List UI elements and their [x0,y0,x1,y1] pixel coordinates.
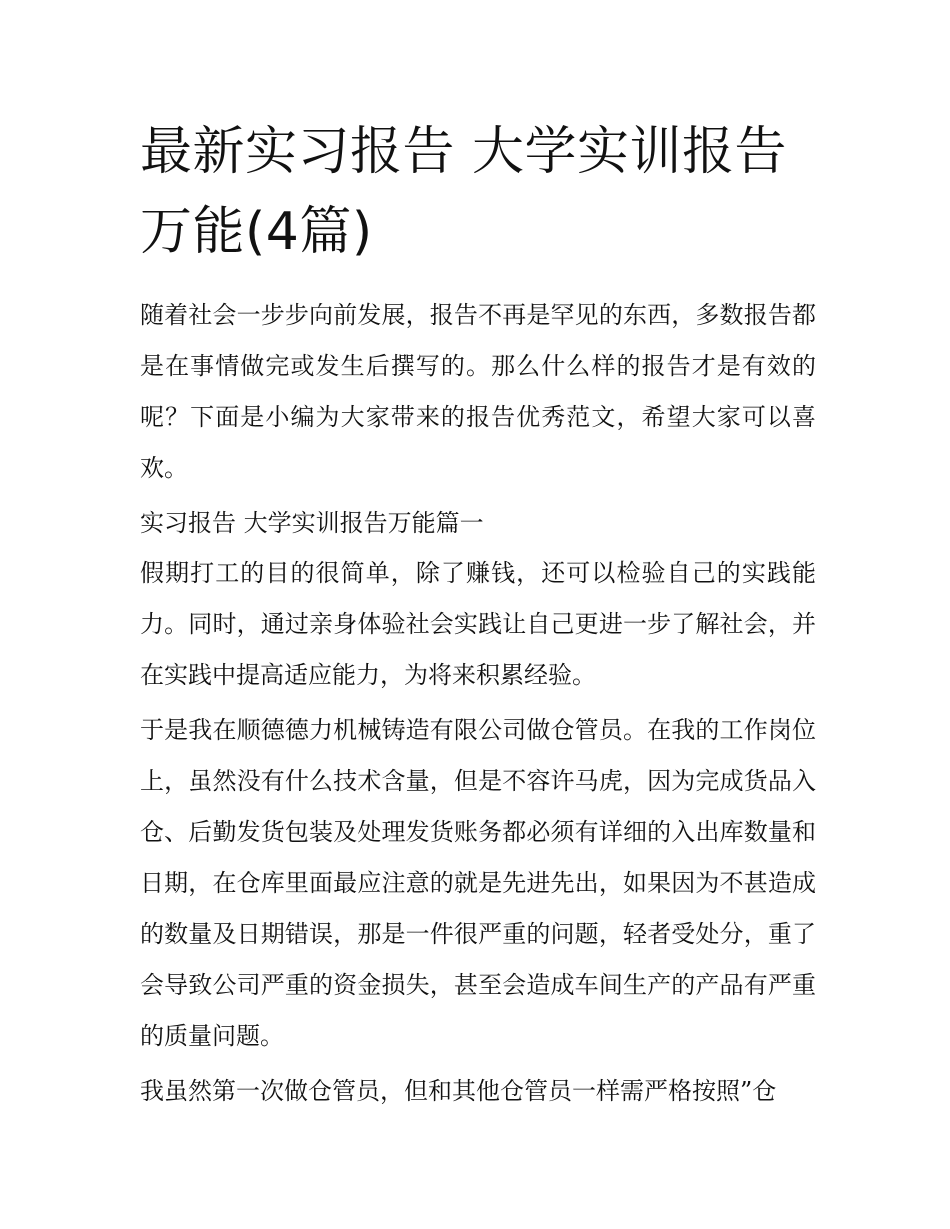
document-title: 最新实习报告 大学实训报告万能(4篇) [140,122,788,262]
body-paragraph-1: 假期打工的目的很简单，除了赚钱，还可以检验自己的实践能力。同时，通过亲身体验社会实践让自己更进一步了解社会，并在实践中提高适应能力，为将来积累经验。 [140,559,816,689]
body-paragraph-2: 于是我在顺德德力机械铸造有限公司做仓管员。在我的工作岗位上，虽然没有什么技术含量，但是不容许马虎，因为完成货品入仓、后勤发货包装及处理发货账务都必须有详细的入出库数量和日期，在仓库里面最应注意的就是先进先出，如果因为不甚造成的数量及日期错误，那是一件很严重的问题，轻者受处分，重了会导致公司严重的资金损失，甚至会造成车间生产的产品有严重的质量问题。 [140,716,816,1050]
section-heading: 实习报告 大学实训报告万能篇一 [140,509,484,537]
intro-paragraph: 随着社会一步步向前发展，报告不再是罕见的东西，多数报告都是在事情做完或发生后撰写的。那么什么样的报告才是有效的呢？下面是小编为大家带来的报告优秀范文，希望大家可以喜欢。 [140,301,816,482]
document-page [140,112,816,1117]
body-paragraph-3: 我虽然第一次做仓管员，但和其他仓管员一样需严格按照”仓 [140,1077,777,1105]
